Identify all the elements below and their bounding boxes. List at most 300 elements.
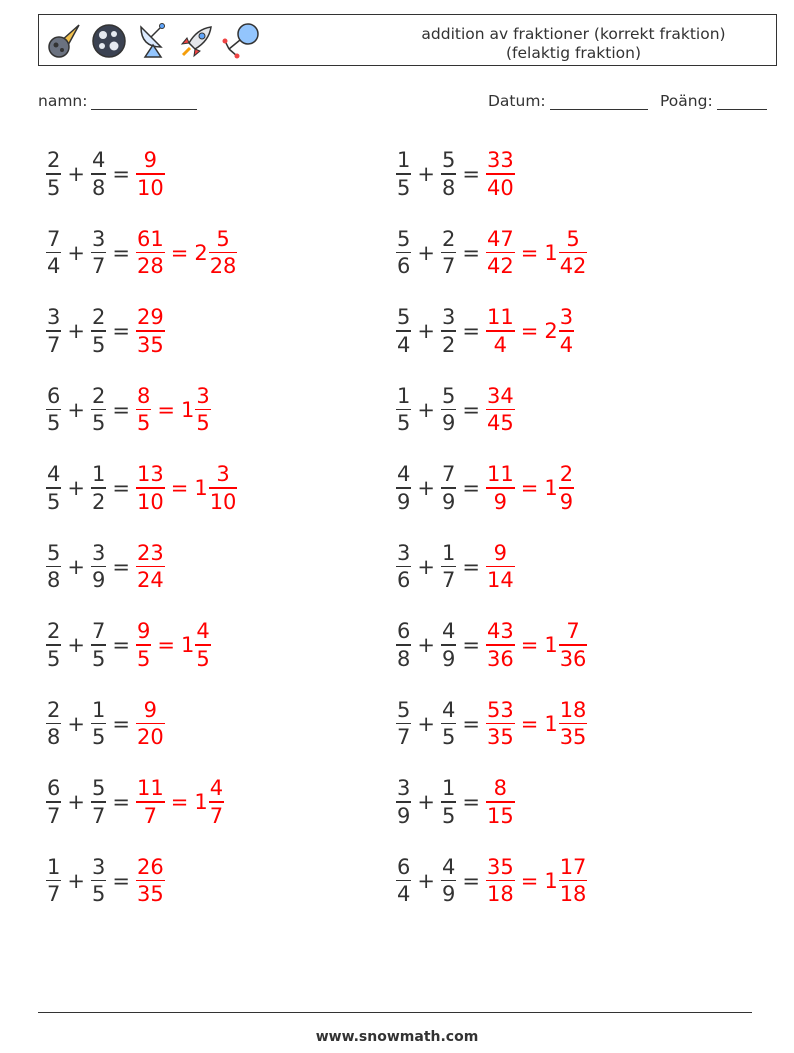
equals-sign: = bbox=[520, 868, 539, 893]
numerator: 4 bbox=[397, 462, 411, 487]
plus-sign: + bbox=[67, 240, 85, 265]
numerator: 61 bbox=[136, 226, 164, 251]
denominator: 35 bbox=[136, 882, 164, 907]
numerator: 1 bbox=[397, 148, 411, 173]
denominator: 7 bbox=[47, 332, 61, 357]
addend-1 bbox=[396, 226, 411, 280]
addend-2 bbox=[91, 461, 106, 515]
answer-fraction bbox=[136, 461, 165, 515]
mixed-fraction bbox=[559, 697, 588, 751]
denominator: 8 bbox=[47, 725, 61, 750]
equals-sign: = bbox=[462, 240, 480, 265]
denominator: 35 bbox=[486, 725, 514, 750]
mixed-whole: 1 bbox=[544, 868, 558, 893]
denominator: 5 bbox=[441, 803, 456, 828]
denominator: 9 bbox=[397, 803, 411, 828]
addend-2 bbox=[91, 540, 106, 594]
problem-10 bbox=[396, 456, 574, 520]
denominator: 9 bbox=[441, 489, 456, 514]
numerator: 9 bbox=[143, 697, 158, 722]
answer-fraction bbox=[136, 854, 165, 908]
numerator: 3 bbox=[91, 540, 106, 565]
numerator: 5 bbox=[397, 226, 411, 251]
denominator: 5 bbox=[196, 411, 210, 436]
mixed-whole: 1 bbox=[544, 476, 558, 500]
numerator: 1 bbox=[441, 776, 456, 801]
equals-sign: = bbox=[520, 633, 539, 657]
addend-1 bbox=[396, 383, 411, 437]
denominator: 9 bbox=[559, 489, 574, 514]
equals-sign: = bbox=[520, 711, 539, 736]
equals-sign: = bbox=[462, 554, 480, 579]
addend-1 bbox=[46, 854, 61, 908]
plus-sign: + bbox=[67, 476, 85, 500]
problem-1 bbox=[46, 142, 165, 206]
denominator: 5 bbox=[91, 882, 106, 907]
equals-sign: = bbox=[462, 476, 480, 500]
denominator: 9 bbox=[441, 411, 456, 436]
numerator: 8 bbox=[136, 383, 151, 408]
denominator: 7 bbox=[47, 803, 61, 828]
numerator: 5 bbox=[91, 776, 106, 801]
problem-18 bbox=[396, 770, 515, 834]
date-blank[interactable] bbox=[550, 93, 648, 110]
header-box bbox=[38, 14, 777, 66]
answer bbox=[136, 226, 237, 280]
equals-sign: = bbox=[462, 711, 480, 736]
answer bbox=[486, 226, 587, 280]
addend-1 bbox=[46, 383, 61, 437]
problem-16 bbox=[396, 692, 587, 756]
equals-sign: = bbox=[520, 476, 539, 500]
denominator: 2 bbox=[441, 332, 456, 357]
denominator: 35 bbox=[136, 332, 164, 357]
problem-20 bbox=[396, 849, 587, 913]
denominator: 10 bbox=[209, 489, 237, 514]
answer-fraction bbox=[486, 618, 515, 672]
numerator: 2 bbox=[91, 305, 106, 330]
numerator: 6 bbox=[397, 854, 411, 879]
addend-2 bbox=[441, 226, 456, 280]
numerator: 11 bbox=[136, 776, 164, 801]
title-line-1: addition av fraktioner (korrekt fraktion) bbox=[421, 25, 726, 43]
answer bbox=[136, 618, 211, 672]
numerator: 7 bbox=[441, 462, 456, 487]
answer bbox=[136, 147, 165, 201]
addend-2 bbox=[91, 304, 106, 358]
numerator: 5 bbox=[441, 383, 456, 408]
title-line-2: (felaktig fraktion) bbox=[505, 44, 641, 62]
problem-7 bbox=[46, 378, 211, 442]
numerator: 13 bbox=[136, 462, 164, 487]
answer-fraction bbox=[486, 540, 515, 594]
denominator: 5 bbox=[47, 411, 61, 436]
plus-sign: + bbox=[67, 554, 85, 579]
numerator: 1 bbox=[91, 462, 106, 487]
plus-sign: + bbox=[417, 790, 435, 814]
mixed-whole: 1 bbox=[544, 711, 558, 736]
mixed-whole: 1 bbox=[544, 240, 558, 265]
addend-1 bbox=[396, 147, 411, 201]
denominator: 24 bbox=[136, 568, 164, 593]
plus-sign: + bbox=[417, 711, 435, 736]
denominator: 28 bbox=[209, 254, 237, 279]
answer-fraction bbox=[136, 304, 165, 358]
numerator: 5 bbox=[566, 226, 580, 251]
problem-8 bbox=[396, 378, 515, 442]
numerator: 8 bbox=[493, 776, 508, 801]
denominator: 7 bbox=[91, 254, 106, 279]
addend-2 bbox=[91, 854, 106, 908]
denominator: 5 bbox=[397, 411, 411, 436]
denominator: 7 bbox=[441, 568, 456, 593]
numerator: 4 bbox=[209, 776, 224, 801]
numerator: 7 bbox=[566, 619, 580, 644]
mixed-whole: 1 bbox=[544, 633, 558, 657]
denominator: 4 bbox=[397, 882, 411, 907]
addend-1 bbox=[396, 854, 411, 908]
numerator: 2 bbox=[441, 226, 456, 251]
denominator: 15 bbox=[486, 803, 514, 828]
numerator: 3 bbox=[91, 226, 106, 251]
problem-14 bbox=[396, 613, 587, 677]
numerator: 5 bbox=[441, 148, 456, 173]
equals-sign: = bbox=[112, 397, 130, 422]
answer bbox=[136, 854, 165, 908]
denominator: 7 bbox=[91, 803, 106, 828]
mixed-whole: 1 bbox=[180, 397, 195, 422]
mixed-fraction bbox=[559, 618, 588, 672]
denominator: 35 bbox=[559, 725, 587, 750]
denominator: 5 bbox=[91, 332, 106, 357]
numerator: 1 bbox=[91, 697, 106, 722]
plus-sign: + bbox=[67, 790, 85, 814]
mixed-fraction bbox=[209, 775, 224, 829]
answer bbox=[486, 697, 587, 751]
addend-1 bbox=[396, 775, 411, 829]
equals-sign: = bbox=[462, 868, 480, 893]
numerator: 17 bbox=[559, 854, 587, 879]
answer-fraction bbox=[136, 383, 151, 437]
numerator: 5 bbox=[397, 697, 411, 722]
equals-sign: = bbox=[112, 711, 130, 736]
numerator: 2 bbox=[91, 383, 106, 408]
answer-fraction bbox=[486, 226, 515, 280]
denominator: 5 bbox=[91, 411, 106, 436]
answer bbox=[486, 304, 574, 358]
denominator: 28 bbox=[136, 254, 164, 279]
answer bbox=[136, 697, 165, 751]
denominator: 36 bbox=[486, 646, 514, 671]
numerator: 11 bbox=[486, 462, 514, 487]
denominator: 8 bbox=[397, 646, 411, 671]
denominator: 5 bbox=[47, 175, 61, 200]
addend-2 bbox=[91, 147, 106, 201]
equals-sign: = bbox=[112, 319, 130, 343]
answer bbox=[486, 618, 587, 672]
moon-icon bbox=[89, 21, 129, 61]
denominator: 7 bbox=[441, 254, 456, 279]
answer bbox=[486, 854, 587, 908]
mixed-fraction bbox=[195, 383, 210, 437]
answer bbox=[136, 540, 165, 594]
name-field bbox=[38, 92, 197, 110]
denominator: 14 bbox=[486, 568, 514, 593]
addend-2 bbox=[91, 226, 106, 280]
denominator: 9 bbox=[441, 646, 456, 671]
answer-fraction bbox=[136, 618, 151, 672]
denominator: 5 bbox=[47, 489, 61, 514]
answer bbox=[486, 383, 515, 437]
problem-5 bbox=[46, 299, 165, 363]
numerator: 4 bbox=[441, 854, 456, 879]
numerator: 4 bbox=[441, 697, 456, 722]
denominator: 9 bbox=[91, 568, 106, 593]
numerator: 35 bbox=[486, 854, 514, 879]
numerator: 5 bbox=[216, 226, 230, 251]
answer-fraction bbox=[486, 304, 515, 358]
numerator: 3 bbox=[47, 305, 61, 330]
plus-sign: + bbox=[417, 319, 435, 343]
addend-2 bbox=[91, 775, 106, 829]
numerator: 9 bbox=[136, 619, 151, 644]
name-label: namn: bbox=[38, 92, 88, 110]
addend-2 bbox=[441, 697, 456, 751]
date-field bbox=[488, 92, 648, 110]
equals-sign: = bbox=[112, 240, 130, 265]
denominator: 5 bbox=[196, 646, 210, 671]
score-label: Poäng: bbox=[660, 92, 713, 110]
denominator: 9 bbox=[493, 489, 508, 514]
addend-1 bbox=[396, 461, 411, 515]
problem-13 bbox=[46, 613, 211, 677]
score-field bbox=[660, 92, 767, 110]
numerator: 1 bbox=[441, 540, 456, 565]
header-icons bbox=[45, 21, 261, 61]
denominator: 7 bbox=[397, 725, 411, 750]
plus-sign: + bbox=[417, 240, 435, 265]
numerator: 6 bbox=[397, 619, 411, 644]
answer bbox=[136, 304, 165, 358]
denominator: 18 bbox=[486, 882, 514, 907]
rocket-icon bbox=[177, 21, 217, 61]
denominator: 8 bbox=[47, 568, 61, 593]
answer bbox=[136, 383, 211, 437]
denominator: 45 bbox=[486, 411, 514, 436]
denominator: 18 bbox=[559, 882, 587, 907]
mixed-whole: 2 bbox=[544, 319, 558, 343]
denominator: 4 bbox=[493, 332, 508, 357]
denominator: 20 bbox=[136, 725, 164, 750]
plus-sign: + bbox=[417, 868, 435, 893]
answer-fraction bbox=[486, 383, 515, 437]
answer-fraction bbox=[136, 226, 165, 280]
problem-3 bbox=[46, 221, 237, 285]
equals-sign: = bbox=[112, 554, 130, 579]
plus-sign: + bbox=[417, 397, 435, 422]
numerator: 3 bbox=[91, 854, 106, 879]
addend-1 bbox=[46, 304, 61, 358]
answer-fraction bbox=[136, 697, 165, 751]
problem-12 bbox=[396, 535, 515, 599]
addend-1 bbox=[396, 304, 411, 358]
numerator: 26 bbox=[136, 854, 164, 879]
mixed-fraction bbox=[209, 461, 238, 515]
answer bbox=[486, 461, 574, 515]
addend-2 bbox=[91, 697, 106, 751]
equals-sign: = bbox=[112, 790, 130, 814]
denominator: 5 bbox=[397, 175, 411, 200]
equals-sign: = bbox=[157, 633, 175, 657]
numerator: 7 bbox=[47, 226, 61, 251]
denominator: 9 bbox=[397, 489, 411, 514]
addend-1 bbox=[46, 226, 61, 280]
answer-fraction bbox=[486, 775, 515, 829]
equals-sign: = bbox=[462, 790, 480, 814]
plus-sign: + bbox=[417, 162, 435, 186]
denominator: 10 bbox=[136, 175, 164, 200]
numerator: 33 bbox=[486, 148, 514, 173]
denominator: 5 bbox=[47, 646, 61, 671]
numerator: 6 bbox=[47, 383, 61, 408]
numerator: 3 bbox=[397, 776, 411, 801]
answer bbox=[486, 540, 515, 594]
numerator: 2 bbox=[559, 462, 574, 487]
worksheet-title bbox=[379, 25, 768, 63]
numerator: 47 bbox=[486, 226, 514, 251]
addend-1 bbox=[46, 461, 61, 515]
equals-sign: = bbox=[520, 240, 539, 265]
plus-sign: + bbox=[417, 554, 435, 579]
denominator: 40 bbox=[486, 175, 514, 200]
addend-1 bbox=[396, 618, 411, 672]
equals-sign: = bbox=[462, 319, 480, 343]
problem-9 bbox=[46, 456, 237, 520]
numerator: 9 bbox=[493, 540, 508, 565]
numerator: 34 bbox=[486, 383, 514, 408]
addend-1 bbox=[396, 540, 411, 594]
denominator: 36 bbox=[559, 646, 587, 671]
footer-divider bbox=[38, 1012, 752, 1013]
footer-website: www.snowmath.com bbox=[315, 1029, 479, 1045]
problem-6 bbox=[396, 299, 574, 363]
addend-1 bbox=[46, 697, 61, 751]
plus-sign: + bbox=[67, 711, 85, 736]
denominator: 4 bbox=[559, 332, 574, 357]
answer-fraction bbox=[486, 461, 515, 515]
answer bbox=[486, 775, 515, 829]
numerator: 2 bbox=[47, 148, 61, 173]
numerator: 43 bbox=[486, 619, 514, 644]
plus-sign: + bbox=[67, 319, 85, 343]
numerator: 2 bbox=[47, 619, 61, 644]
addend-2 bbox=[91, 618, 106, 672]
answer bbox=[486, 147, 515, 201]
problem-19 bbox=[46, 849, 165, 913]
numerator: 7 bbox=[91, 619, 106, 644]
numerator: 1 bbox=[397, 383, 411, 408]
addend-1 bbox=[46, 540, 61, 594]
addend-2 bbox=[441, 618, 456, 672]
problem-4 bbox=[396, 221, 587, 285]
score-blank[interactable] bbox=[717, 93, 767, 110]
answer-fraction bbox=[136, 775, 165, 829]
numerator: 6 bbox=[47, 776, 61, 801]
numerator: 11 bbox=[486, 305, 514, 330]
mixed-fraction bbox=[559, 226, 588, 280]
addend-1 bbox=[396, 697, 411, 751]
denominator: 42 bbox=[559, 254, 587, 279]
answer bbox=[136, 775, 224, 829]
numerator: 9 bbox=[143, 148, 158, 173]
addend-1 bbox=[46, 618, 61, 672]
denominator: 7 bbox=[209, 803, 224, 828]
equals-sign: = bbox=[462, 397, 480, 422]
addend-1 bbox=[46, 147, 61, 201]
denominator: 6 bbox=[397, 568, 411, 593]
denominator: 5 bbox=[441, 725, 456, 750]
mixed-whole: 1 bbox=[194, 790, 208, 814]
answer-fraction bbox=[136, 540, 165, 594]
equals-sign: = bbox=[112, 868, 130, 893]
mixed-fraction bbox=[559, 854, 588, 908]
numerator: 3 bbox=[196, 383, 210, 408]
equals-sign: = bbox=[112, 162, 130, 186]
equals-sign: = bbox=[170, 240, 189, 265]
plus-sign: + bbox=[67, 868, 85, 893]
denominator: 4 bbox=[397, 332, 411, 357]
answer bbox=[136, 461, 237, 515]
plus-sign: + bbox=[417, 633, 435, 657]
addend-1 bbox=[46, 775, 61, 829]
numerator: 5 bbox=[47, 540, 61, 565]
numerator: 1 bbox=[47, 854, 61, 879]
equals-sign: = bbox=[157, 397, 175, 422]
numerator: 23 bbox=[136, 540, 164, 565]
denominator: 5 bbox=[91, 725, 106, 750]
denominator: 7 bbox=[143, 803, 158, 828]
numerator: 53 bbox=[486, 697, 514, 722]
numerator: 4 bbox=[47, 462, 61, 487]
denominator: 8 bbox=[441, 175, 456, 200]
addend-2 bbox=[441, 147, 456, 201]
mixed-whole: 2 bbox=[194, 240, 208, 265]
addend-2 bbox=[91, 383, 106, 437]
numerator: 2 bbox=[47, 697, 61, 722]
numerator: 5 bbox=[397, 305, 411, 330]
name-blank[interactable] bbox=[91, 93, 197, 110]
problem-15 bbox=[46, 692, 165, 756]
space-probe-icon bbox=[221, 21, 261, 61]
mixed-whole: 1 bbox=[180, 633, 195, 657]
answer-fraction bbox=[486, 147, 515, 201]
answer-fraction bbox=[486, 697, 515, 751]
numerator: 4 bbox=[441, 619, 456, 644]
equals-sign: = bbox=[170, 476, 189, 500]
numerator: 29 bbox=[136, 305, 164, 330]
problem-11 bbox=[46, 535, 165, 599]
comet-icon bbox=[45, 21, 85, 61]
numerator: 3 bbox=[559, 305, 574, 330]
denominator: 8 bbox=[91, 175, 106, 200]
numerator: 4 bbox=[196, 619, 210, 644]
date-label: Datum: bbox=[488, 92, 546, 110]
equals-sign: = bbox=[112, 633, 130, 657]
addend-2 bbox=[441, 540, 456, 594]
addend-2 bbox=[441, 304, 456, 358]
numerator: 3 bbox=[216, 462, 230, 487]
mixed-fraction bbox=[195, 618, 210, 672]
